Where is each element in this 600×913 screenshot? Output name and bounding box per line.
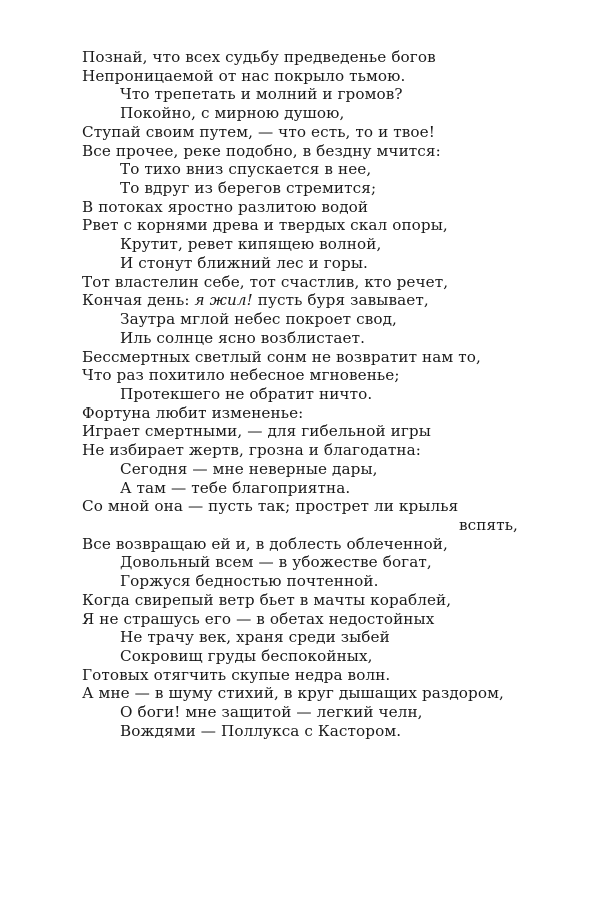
poem-line bbox=[82, 142, 532, 161]
poem-line-text: Крутит, ревет кипящею волной, bbox=[120, 235, 382, 254]
poem-line bbox=[82, 273, 532, 292]
poem-line bbox=[82, 366, 532, 385]
poem-line bbox=[82, 666, 532, 685]
poem-line-text: То тихо вниз спускается в нее, bbox=[120, 160, 372, 179]
poem-line bbox=[82, 123, 532, 142]
poem-line bbox=[82, 535, 532, 554]
poem-line bbox=[82, 404, 532, 423]
poem-line-text: Тот властелин себе, тот счастлив, кто речет, bbox=[82, 272, 449, 291]
poem-line-text: Вождями — Поллукса с Кастором. bbox=[120, 721, 402, 740]
poem-line bbox=[82, 235, 532, 254]
poem-line-text: И стонут ближний лес и горы. bbox=[120, 253, 368, 272]
poem-line-text: Познай, что всех судьбу предведенье богов bbox=[82, 48, 436, 66]
poem-line bbox=[82, 160, 532, 179]
poem-line-text: Иль солнце ясно возблистает. bbox=[120, 328, 366, 347]
poem-line bbox=[82, 385, 532, 404]
poem-line-text: Все возвращаю ей и, в доблесть облеченной, bbox=[82, 534, 448, 553]
poem-line-emphasis: я жил! bbox=[194, 291, 253, 310]
poem-line-text: Когда свирепый ветр бьет в мачты кораблей, bbox=[82, 590, 452, 609]
poem-line-text: Покойно, с мирною душою, bbox=[120, 104, 345, 123]
poem-line bbox=[82, 479, 532, 498]
poem-line bbox=[82, 422, 532, 441]
poem-line bbox=[82, 722, 532, 741]
poem-line bbox=[82, 460, 532, 479]
poem-line-text: То вдруг из берегов стремится; bbox=[120, 179, 377, 198]
poem-line-text: Горжуся бедностью почтенной. bbox=[120, 572, 379, 591]
poem-text bbox=[82, 48, 532, 741]
poem-line bbox=[82, 703, 532, 722]
poem-line bbox=[82, 329, 532, 348]
poem-line bbox=[82, 104, 532, 123]
poem-line bbox=[82, 591, 532, 610]
poem-line bbox=[82, 647, 532, 666]
poem-line-text: Играет смертными, — для гибельной игры bbox=[82, 422, 431, 441]
poem-line-text: Кончая день: bbox=[82, 291, 195, 310]
poem-line-text: А мне — в шуму стихий, в круг дышащих раздором, bbox=[82, 684, 504, 703]
poem-line bbox=[82, 441, 532, 460]
poem-line bbox=[82, 572, 532, 591]
poem-line-text: Все прочее, реке подобно, в бездну мчится: bbox=[82, 141, 441, 160]
poem-line bbox=[82, 310, 532, 329]
poem-line-text: Готовых отягчить скупые недра волн. bbox=[82, 665, 391, 684]
poem-line-text: Я не страшусь его — в обетах недостойных bbox=[82, 609, 435, 628]
poem-line-text: Сокровищ груды беспокойных, bbox=[120, 647, 373, 665]
poem-line bbox=[82, 348, 532, 367]
poem-line bbox=[82, 67, 532, 86]
poem-line-text: Довольный всем — в убожестве богат, bbox=[120, 553, 432, 572]
poem-line bbox=[82, 179, 532, 198]
poem-line-text: О боги! мне защитой — легкий челн, bbox=[120, 703, 423, 722]
poem-line bbox=[82, 254, 532, 273]
poem-line-text: Сегодня — мне неверные дары, bbox=[120, 459, 378, 478]
poem-line-text: Бессмертных светлый сонм не возвратит нам то, bbox=[82, 347, 481, 366]
poem-line-text: Что раз похитило небесное мгновенье; bbox=[82, 366, 400, 385]
poem-line-text: Фортуна любит измененье: bbox=[82, 403, 304, 422]
poem-line bbox=[82, 684, 532, 703]
poem-line-text: Рвет с корнями древа и твердых скал опоры, bbox=[82, 216, 448, 235]
poem-line bbox=[82, 610, 532, 629]
poem-line-text: Не трачу век, храня среди зыбей bbox=[120, 628, 390, 647]
poem-line-text: Не избирает жертв, грозна и благодатна: bbox=[82, 441, 422, 460]
poem-line-text: Что трепетать и молний и громов? bbox=[120, 85, 403, 104]
poem-line bbox=[82, 48, 532, 67]
poem-line-text: Непроницаемой от нас покрыло тьмою. bbox=[82, 66, 406, 85]
poem-line bbox=[82, 497, 532, 516]
poem-line bbox=[82, 85, 532, 104]
poem-line-text: Ступай своим путем, — что есть, то и твое! bbox=[82, 122, 435, 141]
poem-line bbox=[82, 291, 532, 310]
poem-line-text: В потоках яростно разлитою водой bbox=[82, 197, 369, 216]
poem-line-text: Протекшего не обратит ничто. bbox=[120, 384, 373, 403]
poem-line bbox=[82, 516, 532, 535]
poem-line-text: пусть буря завывает, bbox=[252, 291, 429, 310]
poem-line bbox=[82, 198, 532, 217]
poem-line bbox=[82, 553, 532, 572]
poem-line-text: Заутра мглой небес покроет свод, bbox=[120, 310, 397, 329]
poem-line bbox=[82, 216, 532, 235]
poem-line-text: Со мной она — пусть так; прострет ли крылья bbox=[82, 497, 459, 516]
poem-line-text: А там — тебе благоприятна. bbox=[120, 478, 351, 497]
poem-line bbox=[82, 628, 532, 647]
poem-line-text: вспять, bbox=[459, 515, 518, 534]
